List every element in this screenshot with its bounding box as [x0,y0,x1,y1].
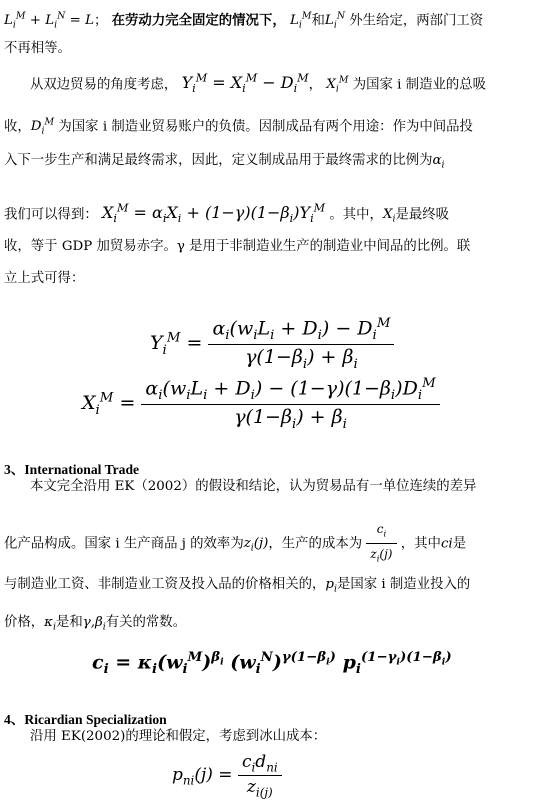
labor-constraint-formula: $L_i^M + L_i^N = L$ [4,11,94,32]
fraction: $\frac{c_id_{ni}}{z_{i(j)}}$ [238,752,282,800]
fraction: $\frac{\alpha_i(w_iL_i + D_i) - D_i^M}{\gamma(1-\beta_i) + \beta_i}$ [208,316,394,372]
inline-math: $\kappa_i$ [44,615,56,633]
text: ，其中 [400,536,441,552]
text: 我们可以得到： [4,207,98,223]
section3-line1: 本文完全沿用 EK（2002）的假设和结论，认为贸易品有一单位连续的差异 [30,479,477,494]
inline-math: $z_i(j)$ [243,536,269,555]
inline-math: ci [440,536,453,552]
text: 价格， [4,615,45,630]
bold-text: 在劳动力完全固定的情况下， [111,12,286,29]
text: 有关的常数。 [105,615,187,630]
inline-equation: $X_i^M = \alpha_iX_i + (1-\gamma)(1-\beta_i)Y_i^M$ [102,202,326,226]
text: 化产品构成。国家 i 生产商品 j 的效率为 [4,536,244,552]
section4-heading: 4、Ricardian Specialization [4,712,167,727]
cost-fraction: $\frac{c_i}{z_i(j)}$ [366,520,396,568]
text: 是和 [55,615,83,630]
section3-line3 [4,576,556,599]
inline-math: $X_i$ [382,207,396,225]
para2-line1: 从双边贸易的角度考虑， $Y_i^M = X_i^M - D_i^M$， $X_i^M$ 为国家 i 制造业的总吸 [30,72,487,96]
inline-math: $\gamma,\beta_i$ [82,615,106,633]
text: 。其中， [329,207,383,223]
inline-math: $L_i^N$ [324,11,346,32]
text: 从双边贸易的角度考虑， [30,77,178,93]
para2-line2 [4,114,556,141]
para1-line1: $L_i^M + L_i^N = L$； 在劳动力完全固定的情况下， $L_i^M$和$L_i^N$ 外生给定，两部门工资 [4,11,484,32]
section3-line2 [4,520,556,568]
text: 外生给定，两部门工资 [349,13,484,29]
para2-line6: 立上式可得： [4,271,85,286]
inline-equation: $Y_i^M = X_i^M - D_i^M$ [181,72,309,96]
equation-Y: $Y_i^M$ = $\frac{\alpha_i(w_iL_i + D_i) - D_i^M}{\gamma(1-\beta_i) + \beta_i}$ [150,316,394,372]
section3-line4 [4,614,556,637]
equation-X: $X_i^M$ = $\frac{\alpha_i(w_iL_i + D_i) - (1-\gamma)(1-\beta_i)D_i^M}{\gamma(1-\beta_i) + \beta_i}$ [82,376,440,432]
para2-line5: 收，等于 GDP 加贸易赤字。γ 是用于非制造业生产的制造业中间品的比例。联 [4,239,471,254]
para2-line3 [4,152,556,175]
inline-math: $X_i^M$ [326,74,349,95]
equation-cost: $c_i = \kappa_i(w_i^M)^{\beta_i}$ $(w_i^N)^{\gamma(1-\beta_i)}$ $p_i^{(1-\gamma_i)(1-\beta_i)}$ [92,650,452,678]
text: 是国家 i 制造业投入的 [336,577,471,592]
inline-math: $\alpha_i$ [432,153,445,171]
text: 为国家 i 制造业贸易账户的负债。因制成品有两个用途：作为中间品投 [58,119,473,135]
text: 是最终吸 [395,207,450,223]
text: 是 [452,536,467,552]
text: 收， [4,119,31,135]
fraction: $\frac{\alpha_i(w_iL_i + D_i) - (1-\gamma)(1-\beta_i)D_i^M}{\gamma(1-\beta_i) + \beta_i}$ [141,376,439,432]
section3-heading: 3、International Trade [4,462,140,477]
section4-line1: 沿用 EK(2002)的理论和假定，考虑到冰山成本： [30,729,327,744]
inline-math: $L_i^M$ [290,11,312,32]
equation-price: $p_{ni}(j)$ = $\frac{c_id_{ni}}{z_{i(j)}}$ [172,752,282,800]
text: 与制造业工资、非制造业工资及投入品的价格相关的， [4,577,326,592]
para1-line2: 不再相等。 [4,41,71,56]
para2-line4 [4,200,556,229]
text: 为国家 i 制造业的总吸 [352,77,487,93]
and-text: 和 [311,13,325,29]
inline-math: $D_i^M$ [30,117,55,138]
text: 入下一步生产和满足最终需求，因此，定义制成品用于最终需求的比例为 [4,153,433,168]
inline-math: $p_i$ [325,577,337,595]
text: ，生产的成本为 [268,536,363,552]
